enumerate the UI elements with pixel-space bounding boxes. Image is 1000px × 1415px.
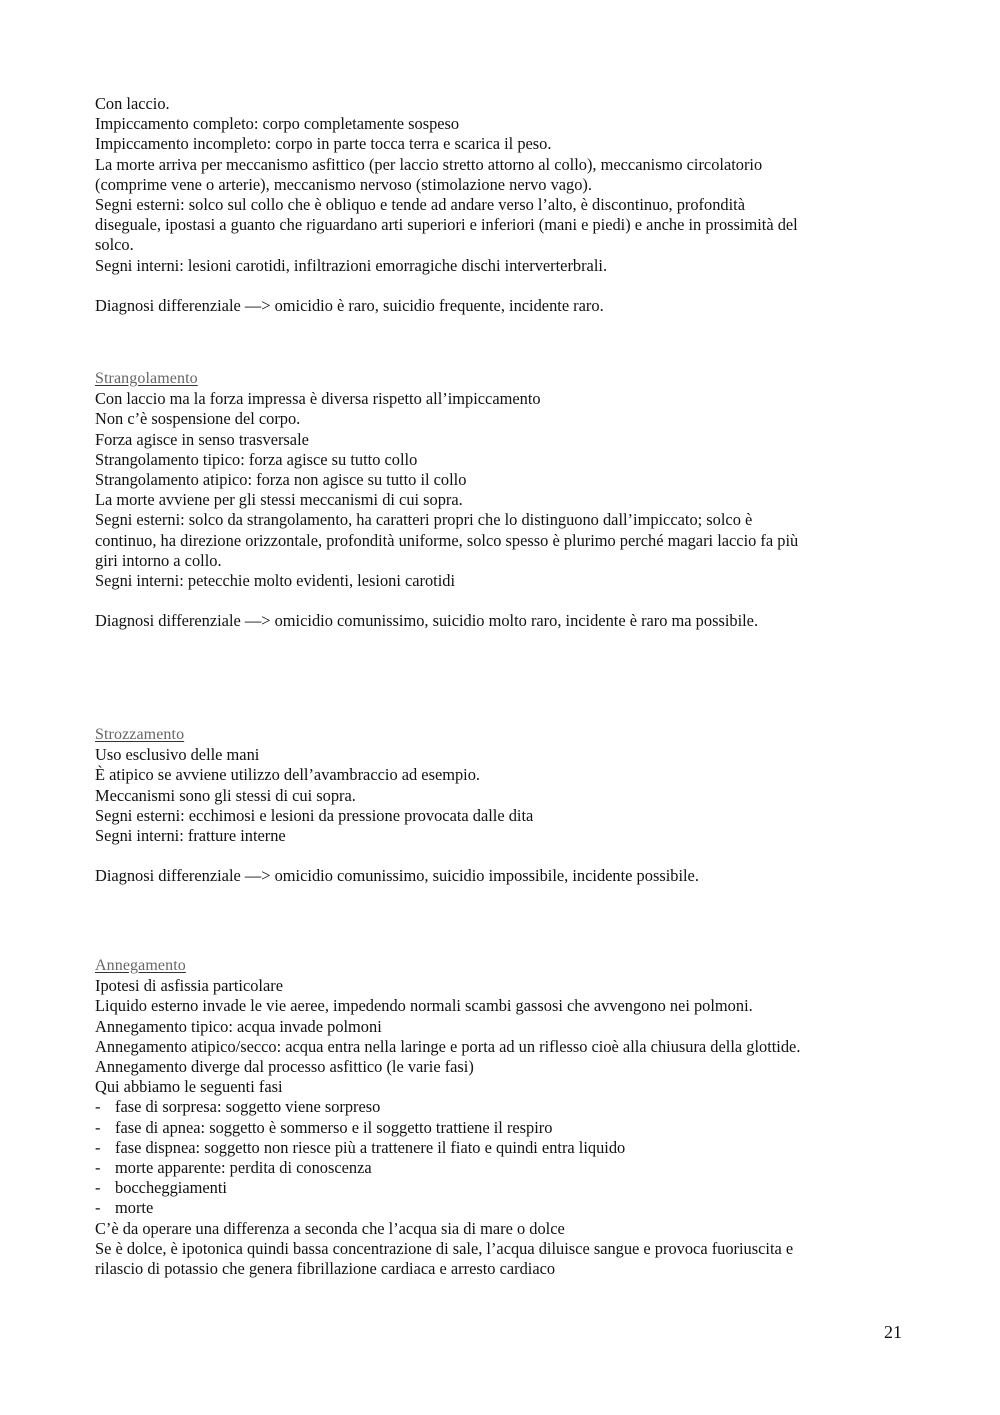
text-line: Annegamento tipico: acqua invade polmoni: [95, 1016, 382, 1036]
text-line: giri intorno a collo.: [95, 550, 222, 570]
text-line: Forza agisce in senso trasversale: [95, 429, 309, 449]
list-item-text: boccheggiamenti: [115, 1178, 227, 1198]
text-line: La morte arriva per meccanismo asfittico (per laccio stretto attorno al collo), meccanismo circolatorio: [95, 154, 763, 174]
text-line: Annegamento diverge dal processo asfittico (le varie fasi): [95, 1057, 474, 1077]
section-annegamento: [95, 956, 800, 1279]
differential-diagnosis: Diagnosi differenziale —> omicidio comunissimo, suicidio molto raro, incidente è raro ma possibile.: [95, 611, 759, 631]
text-line: Con laccio ma la forza impressa è diversa rispetto all’impiccamento: [95, 389, 541, 409]
bullet-dash: -: [95, 1097, 101, 1117]
section-strozzamento: [95, 725, 699, 887]
section-heading: Strozzamento: [95, 726, 185, 743]
text-line: Meccanismi sono gli stessi di cui sopra.: [95, 785, 356, 805]
list-item-text: morte: [115, 1198, 154, 1218]
differential-diagnosis: Diagnosi differenziale —> omicidio comunissimo, suicidio impossibile, incidente possibile.: [95, 866, 699, 886]
text-line: Segni interni: fratture interne: [95, 826, 286, 846]
text-line: Qui abbiamo le seguenti fasi: [95, 1077, 283, 1097]
section-strangolamento: [95, 369, 798, 632]
section-heading: Annegamento: [95, 957, 186, 974]
list-item: [95, 1097, 800, 1117]
text-line: rilascio di potassio che genera fibrillazione cardiaca e arresto cardiaco: [95, 1259, 556, 1279]
text-line: La morte avviene per gli stessi meccanismi di cui sopra.: [95, 490, 463, 510]
bullet-dash: -: [95, 1158, 101, 1178]
text-line: Segni esterni: solco sul collo che è obliquo e tende ad andare verso l’alto, è discontinuo, profondità: [95, 195, 745, 215]
text-line: solco.: [95, 235, 134, 255]
text-line: diseguale, ipostasi a guanto che riguardano arti superiori e inferiori (mani e piedi) e anche in prossimità del: [95, 215, 798, 235]
text-line: Segni esterni: ecchimosi e lesioni da pressione provocata dalle dita: [95, 805, 534, 825]
list-item: [95, 1138, 800, 1158]
text-line: Con laccio.: [95, 94, 170, 113]
text-line: Segni interni: petecchie molto evidenti, lesioni carotidi: [95, 571, 456, 591]
list-item: [95, 1198, 800, 1218]
list-item-text: fase di sorpresa: soggetto viene sorpreso: [115, 1097, 381, 1117]
text-line: continuo, ha direzione orizzontale, profondità uniforme, solco spesso è plurimo perché magari laccio fa più: [95, 530, 799, 550]
bullet-dash: -: [95, 1137, 101, 1157]
text-line: Se è dolce, è ipotonica quindi bassa concentrazione di sale, l’acqua diluisce sangue e provoca fuoriuscita e: [95, 1238, 794, 1258]
text-line: Non c’è sospensione del corpo.: [95, 409, 301, 429]
text-line: Ipotesi di asfissia particolare: [95, 976, 283, 996]
differential-diagnosis: Diagnosi differenziale —> omicidio è raro, suicidio frequente, incidente raro.: [95, 296, 604, 316]
text-line: Segni interni: lesioni carotidi, infiltrazioni emorragiche dischi interverterbrali.: [95, 255, 608, 275]
section-impiccamento: [95, 94, 798, 316]
list-item-text: morte apparente: perdita di conoscenza: [115, 1158, 372, 1178]
bullet-dash: -: [95, 1178, 101, 1198]
text-line: Uso esclusivo delle mani: [95, 745, 260, 765]
text-line: Strangolamento atipico: forza non agisce su tutto il collo: [95, 470, 467, 490]
text-line: Impiccamento completo: corpo completamente sospeso: [95, 114, 460, 134]
section-heading: Strangolamento: [95, 370, 198, 387]
bullet-dash: -: [95, 1198, 101, 1218]
list-item: [95, 1158, 800, 1178]
list-item: [95, 1118, 800, 1138]
text-line: Strangolamento tipico: forza agisce su tutto collo: [95, 449, 418, 469]
list-item-text: fase di apnea: soggetto è sommerso e il soggetto trattiene il respiro: [115, 1117, 553, 1137]
bullet-dash: -: [95, 1117, 101, 1137]
list-item-text: fase dispnea: soggetto non riesce più a trattenere il fiato e quindi entra liquido: [115, 1137, 626, 1157]
text-line: Segni esterni: solco da strangolamento, ha caratteri propri che lo distinguono dall’impiccato; solco è: [95, 510, 753, 530]
list-item: [95, 1178, 800, 1198]
page-number: 21: [884, 1322, 902, 1342]
text-line: È atipico se avviene utilizzo dell’avambraccio ad esempio.: [95, 765, 481, 785]
text-line: Impiccamento incompleto: corpo in parte tocca terra e scarica il peso.: [95, 134, 552, 154]
text-line: Liquido esterno invade le vie aeree, impedendo normali scambi gassosi che avvengono nei polmoni.: [95, 996, 753, 1016]
text-line: C’è da operare una differenza a seconda che l’acqua sia di mare o dolce: [95, 1218, 565, 1238]
text-line: Annegamento atipico/secco: acqua entra nella laringe e porta ad un riflesso cioè alla chiusura della glottide.: [95, 1036, 801, 1056]
text-line: (comprime vene o arterie), meccanismo nervoso (stimolazione nervo vago).: [95, 174, 592, 194]
